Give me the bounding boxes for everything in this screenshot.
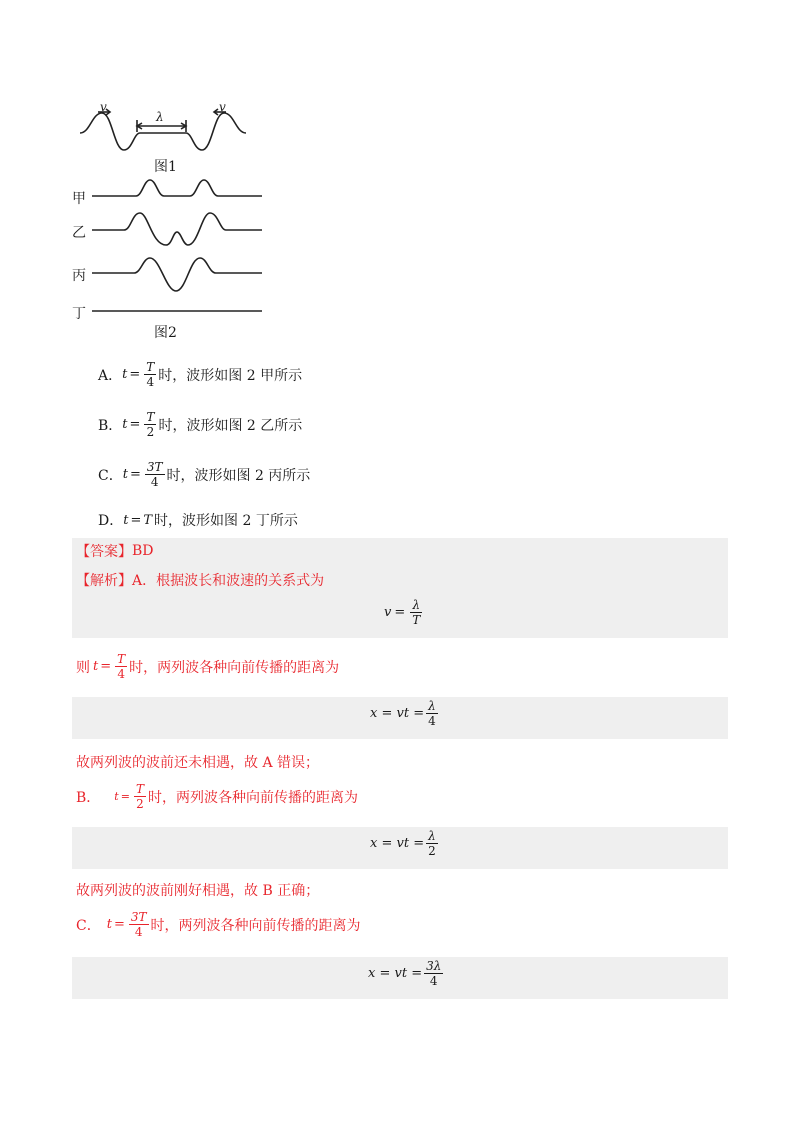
wave-jia — [92, 180, 262, 196]
equation-velocity: v = $\frac{\lambda}{T}$ — [384, 598, 421, 627]
option-c-text: 时，波形如图 2 丙所示 — [166, 467, 311, 484]
analysis-line-6: C． t = $\frac{3T}{4}$ 时，两列波各种向前传播的距离为 — [76, 910, 361, 939]
equation-distance-2 — [370, 829, 440, 858]
figure1-right-wave — [186, 113, 246, 150]
option-d-expr: T — [143, 512, 153, 528]
answer-label: 【答案】 — [76, 544, 132, 560]
option-c-eq: = — [129, 467, 141, 482]
option-a-fraction — [144, 360, 156, 389]
option-b-text: 时，波形如图 2 乙所示 — [158, 417, 303, 434]
row-label-yi: 乙 — [72, 225, 86, 241]
line4-fraction — [134, 782, 146, 811]
answer-line — [76, 541, 154, 561]
figure2-drawing — [92, 180, 262, 311]
line2-den: 4 — [117, 667, 125, 681]
option-b-var: t — [122, 417, 128, 432]
option-c — [98, 460, 310, 489]
row-label-ding: 丁 — [72, 306, 86, 322]
wave-bing — [92, 258, 262, 291]
figure1-lambda-label: λ — [156, 110, 164, 124]
analysis-a-intro: A．根据波长和波速的关系式为 — [132, 573, 325, 589]
line2-fraction — [115, 652, 127, 681]
line6-text: 时，两列波各种向前传播的距离为 — [150, 917, 361, 934]
line4-num: T — [135, 782, 144, 796]
eq2-den: 4 — [428, 714, 436, 728]
option-a-den: 4 — [146, 375, 155, 389]
option-b-num: T — [146, 410, 155, 424]
eq3-den: 2 — [428, 844, 436, 858]
figure1-left-wave — [80, 113, 140, 150]
eq4-fraction — [424, 959, 443, 988]
eq1-fraction — [410, 598, 422, 627]
option-d-letter: D． — [98, 513, 124, 529]
figure1-v-right-label: v — [219, 100, 226, 114]
option-c-var: t — [122, 467, 128, 482]
eq2-fraction — [426, 699, 438, 728]
analysis-line-5: 故两列波的波前刚好相遇，故 B 正确； — [76, 883, 320, 899]
line4-den: 2 — [136, 797, 144, 811]
analysis-label: 【解析】 — [76, 573, 132, 589]
figure2-caption: 图2 — [154, 325, 177, 341]
line4-pre: B． — [76, 789, 101, 806]
figure1-v-left-label: v — [100, 100, 107, 114]
line6-num: 3T — [130, 910, 147, 924]
eq1-den: T — [412, 613, 421, 627]
line6-pre: C． — [76, 917, 101, 934]
wave-figures — [0, 0, 800, 360]
line6-fraction — [129, 910, 149, 939]
eq4-lhs: x = vt = — [368, 966, 423, 981]
option-b-letter: B． — [98, 417, 123, 434]
option-b — [98, 410, 302, 439]
option-a-var: t — [122, 367, 128, 382]
line2-num: T — [117, 652, 126, 666]
row-label-bing: 丙 — [72, 268, 86, 284]
line2-text: 时，两列波各种向前传播的距离为 — [129, 659, 340, 676]
option-c-fraction — [145, 460, 165, 489]
option-c-letter: C． — [98, 467, 123, 484]
eq1-lhs: v — [384, 605, 392, 620]
row-label-jia: 甲 — [72, 191, 86, 207]
option-a-num: T — [146, 360, 155, 374]
eq3-lhs: x = vt = — [370, 836, 425, 851]
option-d — [98, 510, 298, 530]
option-a — [98, 360, 302, 389]
answer-value: BD — [132, 543, 154, 559]
eq4-den: 4 — [429, 974, 438, 988]
wave-yi — [92, 213, 262, 245]
option-b-den: 2 — [146, 425, 155, 439]
analysis-line-2: 则 t = $\frac{T}{4}$ 时，两列波各种向前传播的距离为 — [76, 652, 340, 681]
option-a-letter: A． — [98, 367, 123, 384]
equation-distance-1 — [370, 699, 440, 728]
eq1-num: λ — [412, 598, 421, 612]
analysis-intro-line — [76, 570, 324, 590]
analysis-line-4: B． t = $\frac{T}{2}$ 时，两列波各种向前传播的距离为 — [76, 782, 358, 811]
line6-den: 4 — [134, 925, 143, 939]
option-b-eq: = — [129, 417, 141, 432]
eq4-num: 3λ — [426, 959, 442, 973]
analysis-line-3: 故两列波的波前还未相遇，故 A 错误； — [76, 755, 320, 771]
equation-distance-3 — [368, 959, 445, 988]
eq3-num: λ — [428, 829, 436, 843]
figure1-caption: 图1 — [154, 159, 177, 175]
option-d-eq: = — [130, 512, 142, 528]
option-c-den: 4 — [150, 475, 159, 489]
option-c-num: 3T — [146, 460, 163, 474]
eq3-fraction — [426, 829, 438, 858]
option-d-var: t — [123, 512, 129, 528]
option-d-text: 时，波形如图 2 丁所示 — [154, 513, 298, 529]
option-b-fraction — [144, 410, 156, 439]
option-a-eq: = — [129, 367, 141, 382]
option-a-text: 时，波形如图 2 甲所示 — [158, 367, 303, 384]
eq2-lhs: x = vt = — [370, 706, 425, 721]
line4-text: 时，两列波各种向前传播的距离为 — [147, 789, 358, 806]
eq2-num: λ — [428, 699, 436, 713]
line2-pre: 则 — [76, 659, 90, 676]
